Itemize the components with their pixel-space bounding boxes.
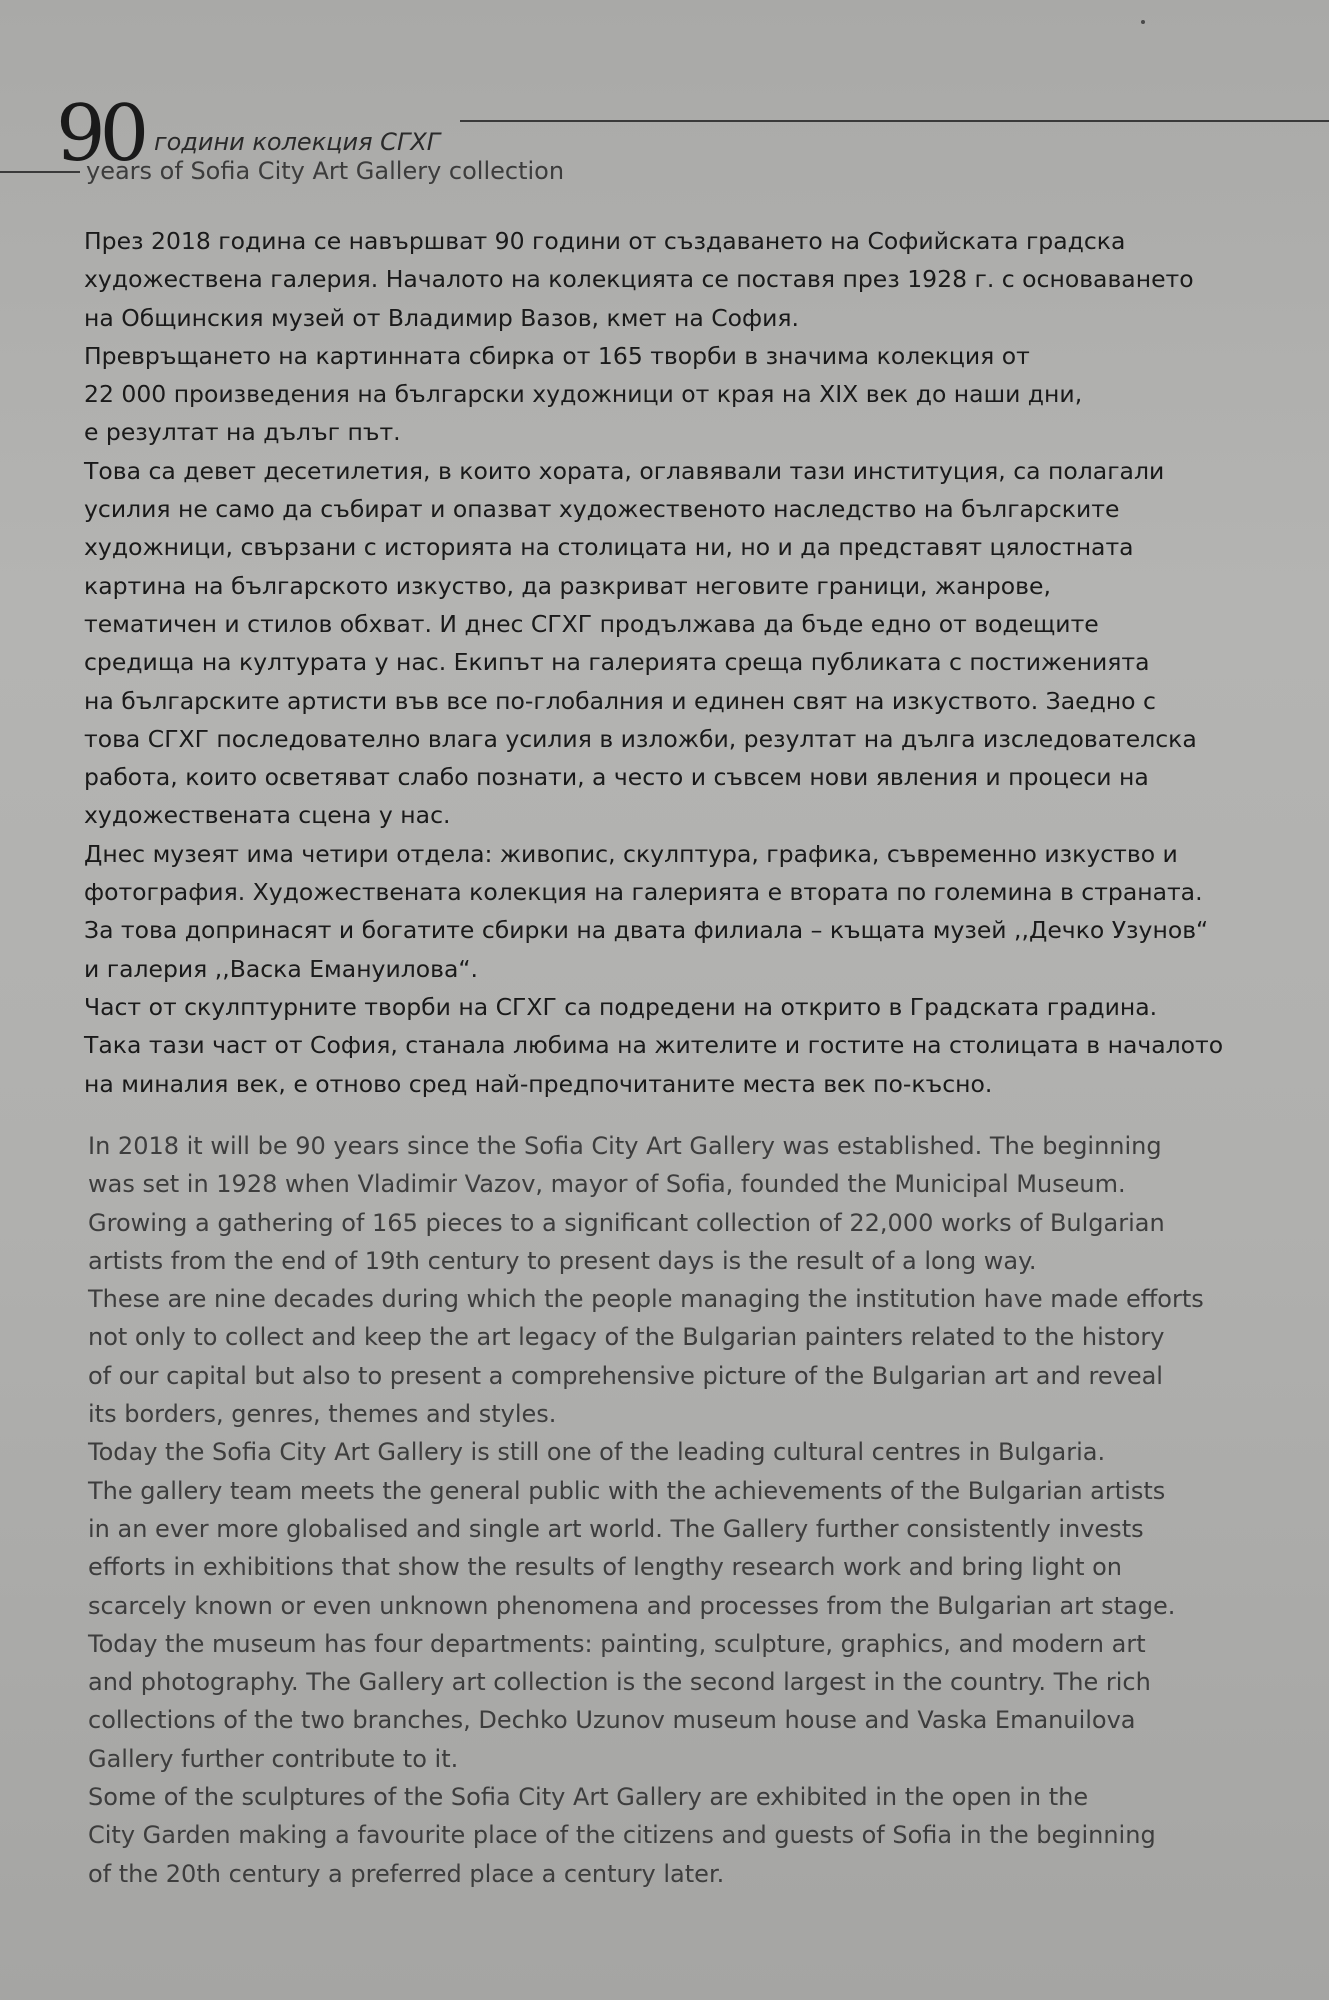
title-bulgarian: години колекция СГХГ: [154, 128, 441, 156]
text-line: Today the museum has four departments: painting, sculpture, graphics, and modern art: [88, 1629, 1146, 1658]
text-line: на българските артисти във все по-глобалния и единен свят на изкуството. Заедно с: [84, 686, 1156, 715]
text-line: е резултат на дълъг път.: [84, 418, 401, 447]
text-line: These are nine decades during which the people managing the institution have made efforts: [88, 1285, 1204, 1314]
text-line: тематичен и стилов обхват. И днес СГХГ продължава да бъде едно от водещите: [84, 609, 1099, 638]
text-line: усилия не само да събират и опазват художественото наследство на българските: [84, 495, 1120, 524]
text-line: scarcely known or even unknown phenomena and processes from the Bulgarian art stage.: [88, 1591, 1176, 1620]
text-line: 22 000 произведения на български художници от края на XIX век до наши дни,: [84, 380, 1083, 409]
text-line: in an ever more globalised and single art world. The Gallery further consistently invests: [88, 1514, 1144, 1543]
text-line: художествената сцена у нас.: [84, 801, 451, 830]
text-line: Част от скулптурните творби на СГХГ са подредени на открито в Градската градина.: [84, 992, 1158, 1021]
text-line: collections of the two branches, Dechko Uzunov museum house and Vaska Emanuilova: [88, 1706, 1136, 1735]
text-line: City Garden making a favourite place of the citizens and guests of Sofia in the beginning: [88, 1821, 1156, 1850]
text-line: The gallery team meets the general public with the achievements of the Bulgarian artists: [88, 1476, 1166, 1505]
text-line: работа, които осветяват слабо познати, а често и съвсем нови явления и процеси на: [84, 763, 1149, 792]
text-line: това СГХГ последователно влага усилия в изложби, резултат на дълга изследователска: [84, 724, 1197, 753]
text-line: In 2018 it will be 90 years since the Sofia City Art Gallery was established. The beginning: [88, 1132, 1162, 1160]
panel-header: [0, 89, 1329, 205]
title-english: years of Sofia City Art Gallery collection: [86, 157, 565, 185]
body-text-bulgarian: [84, 222, 1314, 1103]
text-line: художествена галерия. Началото на колекцията се поставя през 1928 г. с основаването: [84, 265, 1194, 294]
text-line: фотография. Художествената колекция на галерията е втората по големина в страната.: [84, 878, 1203, 907]
text-line: Така тази част от София, станала любима на жителите и гостите на столицата в началото: [84, 1031, 1224, 1060]
text-line: was set in 1928 when Vladimir Vazov, mayor of Sofia, founded the Municipal Museum.: [88, 1170, 1126, 1199]
text-line: Днес музеят има четири отдела: живопис, скулптура, графика, съвременно изкуство и: [84, 839, 1178, 868]
text-line: на Общинския музей от Владимир Вазов, кмет на София.: [84, 303, 800, 332]
text-line: its borders, genres, themes and styles.: [88, 1400, 557, 1429]
text-line: средища на културата у нас. Екипът на галерията среща публиката с постиженията: [84, 648, 1150, 677]
speck: [1141, 20, 1145, 24]
text-line: Some of the sculptures of the Sofia City Art Gallery are exhibited in the open in the: [88, 1783, 1089, 1812]
text-line: Това са девет десетилетия, в които хората, оглавявали тази институция, са полагали: [84, 456, 1165, 485]
text-line: Превръщането на картинната сбирка от 165 творби в значима колекция от: [84, 341, 1030, 370]
text-line: картина на българското изкуство, да разкриват неговите граници, жанрове,: [84, 571, 1051, 600]
text-line: artists from the end of 19th century to present days is the result of a long way.: [88, 1246, 1037, 1275]
text-line: художници, свързани с историята на столицата ни, но и да представят цялостната: [84, 533, 1134, 562]
text-line: Today the Sofia City Art Gallery is still one of the leading cultural centres in Bulgaria.: [88, 1438, 1106, 1467]
text-line: not only to collect and keep the art legacy of the Bulgarian painters related to the history: [88, 1323, 1165, 1352]
text-line: of the 20th century a preferred place a century later.: [88, 1859, 725, 1888]
text-line: През 2018 година се навършват 90 години от създаването на Софийската градска: [84, 227, 1126, 255]
body-text-english: [88, 1127, 1318, 1893]
text-line: efforts in exhibitions that show the results of lengthy research work and bring light on: [88, 1553, 1123, 1582]
anniversary-number: 90: [56, 89, 144, 179]
text-line: Gallery further contribute to it.: [88, 1744, 459, 1773]
header-rule-right: [460, 120, 1329, 122]
text-line: и галерия ,,Васка Емануилова“.: [84, 954, 479, 983]
text-line: Growing a gathering of 165 pieces to a significant collection of 22,000 works of Bulgarian: [88, 1208, 1165, 1237]
text-line: на миналия век, е отново сред най-предпочитаните места век по-късно.: [84, 1069, 993, 1098]
text-line: of our capital but also to present a comprehensive picture of the Bulgarian art and reveal: [88, 1361, 1163, 1390]
text-line: and photography. The Gallery art collection is the second largest in the country. The rich: [88, 1668, 1151, 1697]
text-line: За това допринасят и богатите сбирки на двата филиала – къщата музей ,,Дечко Узунов“: [84, 916, 1209, 945]
